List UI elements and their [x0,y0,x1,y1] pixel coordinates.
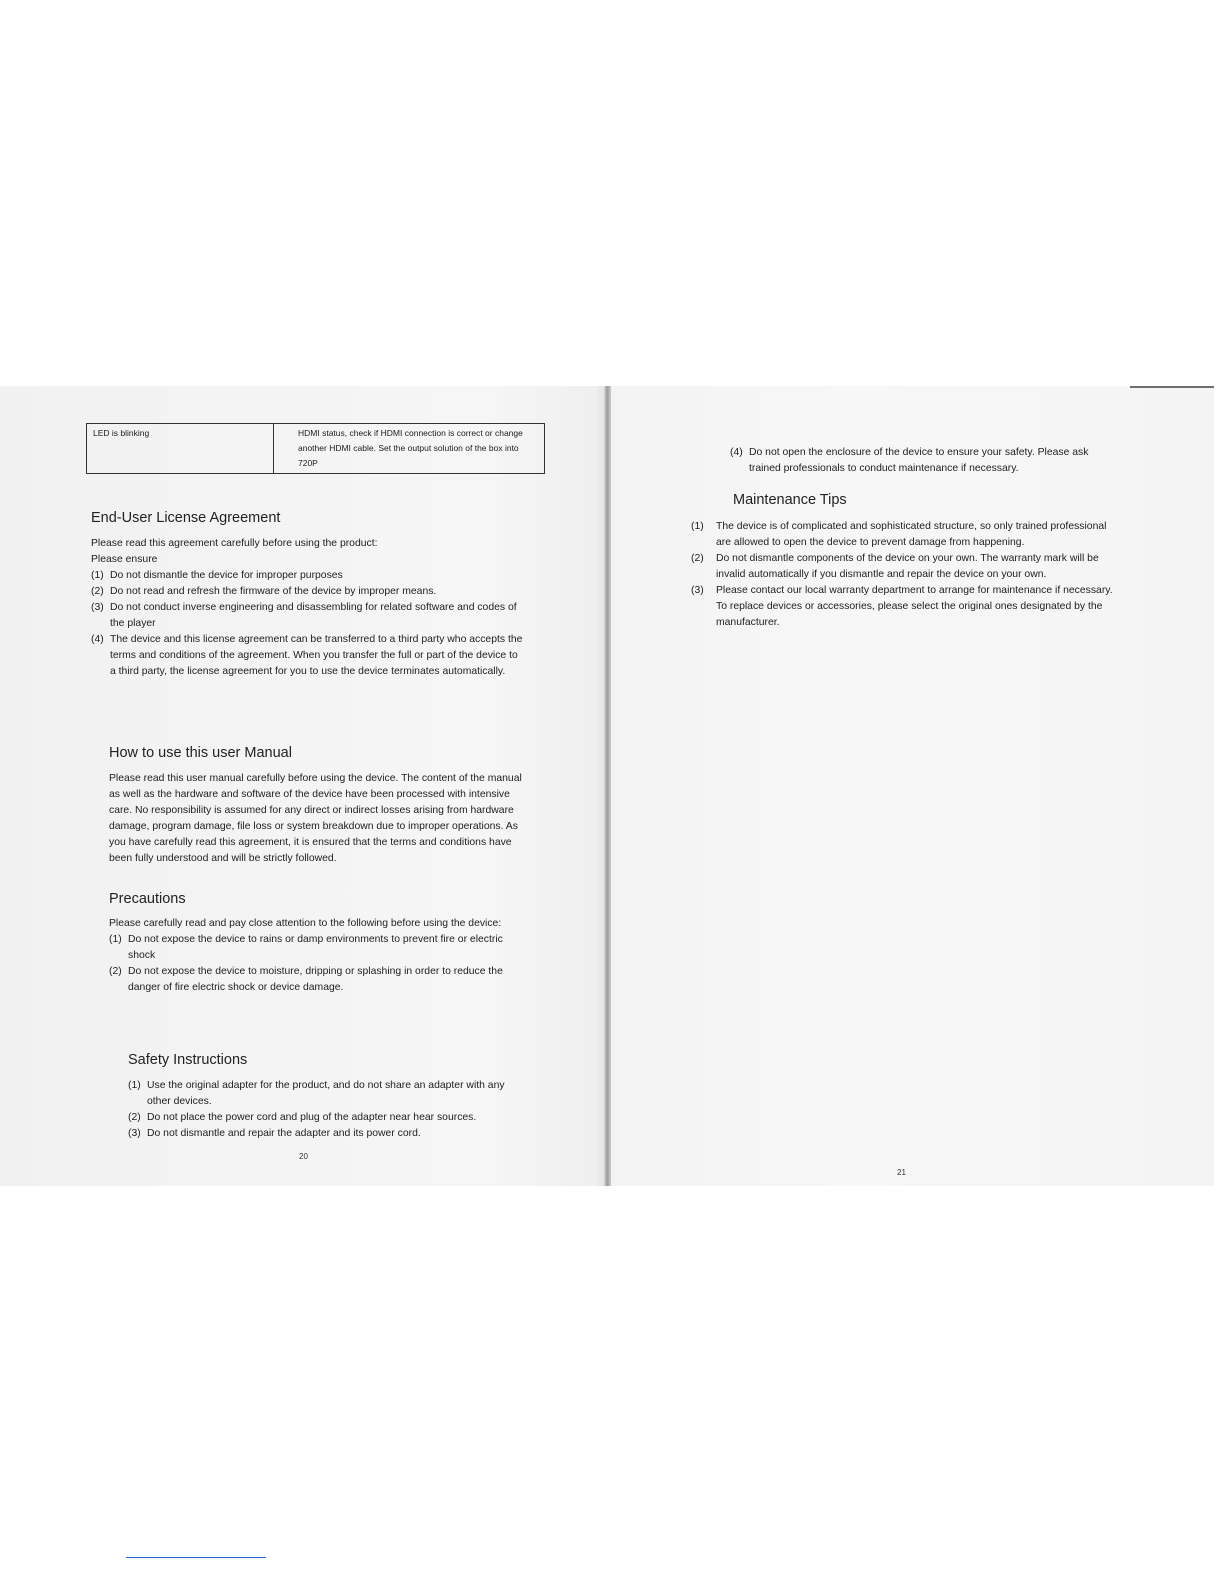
eula-intro: Please read this agreement carefully before using the product: [91,538,378,549]
list-item-text: Do not dismantle and repair the adapter and its power cord. [147,1128,421,1139]
table-cell-solution: HDMI status, check if HDMI connection is correct or change another HDMI cable. Set the output solution of the box into 720P [274,424,545,474]
table-cell-symptom: LED is blinking [87,424,274,474]
list-item-text: Do not conduct inverse engineering and disassembling for related software and codes of the player [110,602,517,629]
page-number: 20 [299,1152,308,1161]
list-item-text: Please contact our local warranty department to arrange for maintenance if necessary. To replace devices or accessories, please select the original ones designated by the manufacturer. [716,585,1113,628]
manual-heading: How to use this user Manual [109,745,292,761]
maintenance-heading: Maintenance Tips [733,492,847,508]
list-item-text: Use the original adapter for the product, and do not share an adapter with any other devices. [147,1080,505,1107]
safety-list [128,1078,523,1142]
list-item [128,1078,523,1110]
eula-ensure: Please ensure [91,554,158,565]
list-item-number: (1) [91,570,104,581]
list-item [128,1110,523,1126]
list-item-number: (2) [128,1112,141,1123]
book-spine [604,386,611,1186]
list-item-number: (2) [91,586,104,597]
list-item [128,1126,523,1142]
list-item-text: Do not read and refresh the firmware of the device by improper means. [110,586,437,597]
list-item-number: (2) [109,966,122,977]
precautions-list [109,932,523,996]
list-item [691,519,1121,551]
left-page [0,386,604,1186]
precautions-intro: Please carefully read and pay close attention to the following before using the device: [109,918,502,929]
list-item-text: Do not expose the device to moisture, dripping or splashing in order to reduce the danger of fire electric shock or device damage. [128,966,503,993]
underline-mark [126,1557,266,1558]
list-item-number: (3) [91,602,104,613]
list-item-text: The device is of complicated and sophisticated structure, so only trained professional are allowed to open the device to prevent damage from happening. [716,521,1107,548]
list-item [91,600,523,632]
list-item-number: (1) [128,1080,141,1091]
list-item [91,584,523,600]
list-item-number: (1) [109,934,122,945]
list-item [109,964,523,996]
list-item [691,583,1121,631]
list-item [109,932,523,964]
list-item-number: (3) [128,1128,141,1139]
safety-heading: Safety Instructions [128,1052,248,1068]
right-page [611,386,1214,1186]
eula-list [91,568,523,680]
list-item-text: Do not expose the device to rains or damp environments to prevent fire or electric shock [128,934,503,961]
list-item [691,551,1121,583]
maintenance-list [691,519,1121,631]
eula-heading: End-User License Agreement [91,510,281,526]
list-item [730,445,1120,477]
manual-text: Please read this user manual carefully before using the device. The content of the manual as well as the hardware and software of the device have been processed with intensive care. No responsibility is assumed for any direct or indirect losses arising from hardware damage, program damage, file loss or system breakdown due to improper operations. As you have carefully read this agreement, it is ensured that the terms and conditions have been fully understood and will be strictly followed. [109,773,522,864]
continued-list [730,445,1120,477]
list-item-text: Do not dismantle components of the device on your own. The warranty mark will be invalid automatically if you dismantle and repair the device on your own. [716,553,1099,580]
list-item-text: Do not place the power cord and plug of the adapter near hear sources. [147,1112,477,1123]
troubleshooting-table [86,423,545,474]
list-item-number: (1) [691,521,704,532]
list-item [91,568,523,584]
table-row [87,424,545,474]
list-item-number: (3) [691,585,704,596]
page-number: 21 [897,1168,906,1177]
list-item-number: (4) [730,447,743,458]
list-item-text: Do not open the enclosure of the device to ensure your safety. Please ask trained professionals to conduct maintenance if necessary. [749,447,1089,474]
list-item [91,632,523,680]
list-item-text: Do not dismantle the device for improper purposes [110,570,343,581]
list-item-text: The device and this license agreement can be transferred to a third party who accepts the terms and conditions of the agreement. When you transfer the full or part of the device to a third party, the license agreement for you to use the device terminates automatically. [110,634,523,677]
precautions-heading: Precautions [109,891,186,907]
list-item-number: (4) [91,634,104,645]
list-item-number: (2) [691,553,704,564]
